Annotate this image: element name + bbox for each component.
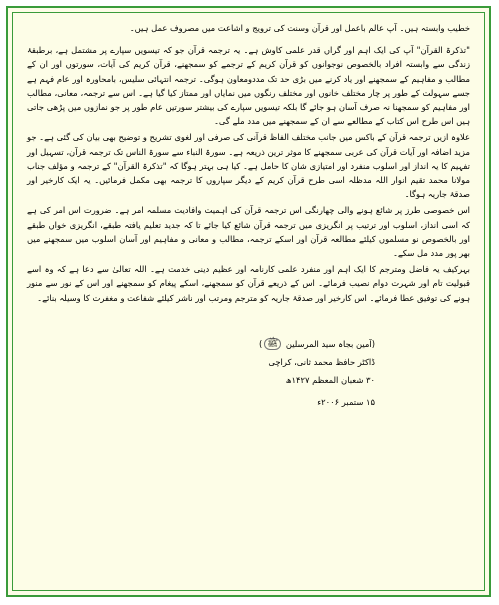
- closing-prayer: (آمین بجاہ سید المرسلین ﷺ): [259, 338, 375, 350]
- paragraph-tazkira: "تذکرۃ القرآن" آپ کی ایک اہم اور گراں قدر علمی کاوش ہے۔ یہ ترجمہ قرآن جو کہ تیسویں سپارے پر مشتمل ہے، برطبقۂ زندگی سے وابستہ افراد بالخصوص نوجوانوں کو قرآن کریم کے ترجمے کو سمجھنے، قرآن کریم کی آیات، سورتوں اور ان کے مطالب و مفاہیم کے سمجھنے اور یاد کرنے میں بڑی حد تک مددومعاون ہوگی۔ ترجمہ انتہائی سلیس، بامحاورہ اور عام فہم ہے جسے سہولت کے طور پر چار مختلف خانوں اور مختلف رنگوں میں نمایاں اور ممتاز کیا گیا ہے۔ اس سے ترجمہ، معانی، مطالب اور مفاہیم کو سمجھنا نہ صرف آسان ہو جائے گا بلکہ تیسویں سپارے کی بیشتر سورتیں عام طور پر جو نمازوں میں پڑھی جاتی ہیں اس طرح اس کتاب کے مطالعے سے ان کے سمجھنے میں مدد ملے گی۔: [27, 45, 470, 127]
- salawat-mark: ﷺ: [264, 338, 281, 350]
- signature-block: [27, 335, 375, 411]
- paragraph-intro: خطیب وابستہ ہیں۔ آپ عالم باعمل اور قرآن وسنت کی ترویج و اشاعت میں مصروف عمل ہیں۔: [129, 23, 470, 33]
- paragraph-explanation: علاوہ ازیں ترجمہ قرآن کے باکس میں جانب مختلف الفاظ قرآنی کی صرفی اور لغوی تشریح و توضیح بھی بیان کی گئی ہے۔ جو مزید اضافہ اور آیات قرآن کی عربی سمجھنے کا موثر ترین ذریعہ ہے۔ سورۃ النباء سے سورۃ الناس تک ترجمہ قرآن، تسہیل اور تفہیم کا یہ انداز اور اسلوب منفرد اور امتیازی شان کا حامل ہے۔ کیا ہی بہتر ہوگا کہ "تذکرۃ القرآن" کے ترجمہ و مؤلف جناب مولانا محمد تقیم انوار اللہ مدظلہ اسی طرح قرآن کریم کے دیگر سپاروں کا ترجمہ بھی مکمل فرمائیں۔ یہ ایک کارخیر اور صدقۂ جاریہ ہوگا۔: [27, 132, 470, 200]
- paragraph-dua: بہرکیف یہ فاضل ومترجم کا ایک اہم اور منفرد علمی کارنامہ اور عظیم دینی خدمت ہے۔ اللہ تعالیٰ سے دعا ہے کہ وہ اسے قبولیت تام اور شہرت دوام نصیب فرمائے۔ اس کے ذریعے قرآن کو سمجھنے، اسکے پیغام کو سمجھنے اور اس کے نور سے منور ہونے کی توفیق عطا فرمائے۔ اس کارخیر اور صدقۂ جاریہ کو مترجم ومرتب اور ناشر کیلئے شفاعت و مغفرت کا وسیلہ بنائے۔: [27, 264, 470, 303]
- hijri-date: ۳۰ شعبان المعظم ۱۴۲۷ھ: [285, 374, 375, 385]
- closing-prayer-text: آمین بجاہ سید المرسلین: [285, 338, 372, 349]
- page-content: [12, 12, 485, 591]
- author-name: ڈاکٹر حافظ محمد ثانی، کراچی: [268, 356, 375, 367]
- page-border-outer: [6, 6, 491, 597]
- gregorian-date: ۱۵ ستمبر ۲۰۰۶ء: [317, 396, 375, 407]
- paragraph-english-translation: اس خصوصی طرز پر شائع ہونے والی چھارنگی اس ترجمہ قرآن کی اہمیت وافادیت مسلمہ امر ہے۔ ضرورت اس امر کی ہے کہ اسی انداز، اسلوب اور ترتیب پر انگریزی میں ترجمہ قرآن شائع کیا جائے تا کہ جدید تعلیم یافتہ طبقے، انگریزی خواں طبقے اور بالخصوص نو مسلموں کیلئے مطالعہ قرآن اور اسکے ترجمہ، مطالب و معانی و مفاہیم اور آسان اسلوب میں سمجھنے میں بھر پور مدد مل سکے۔: [27, 205, 470, 259]
